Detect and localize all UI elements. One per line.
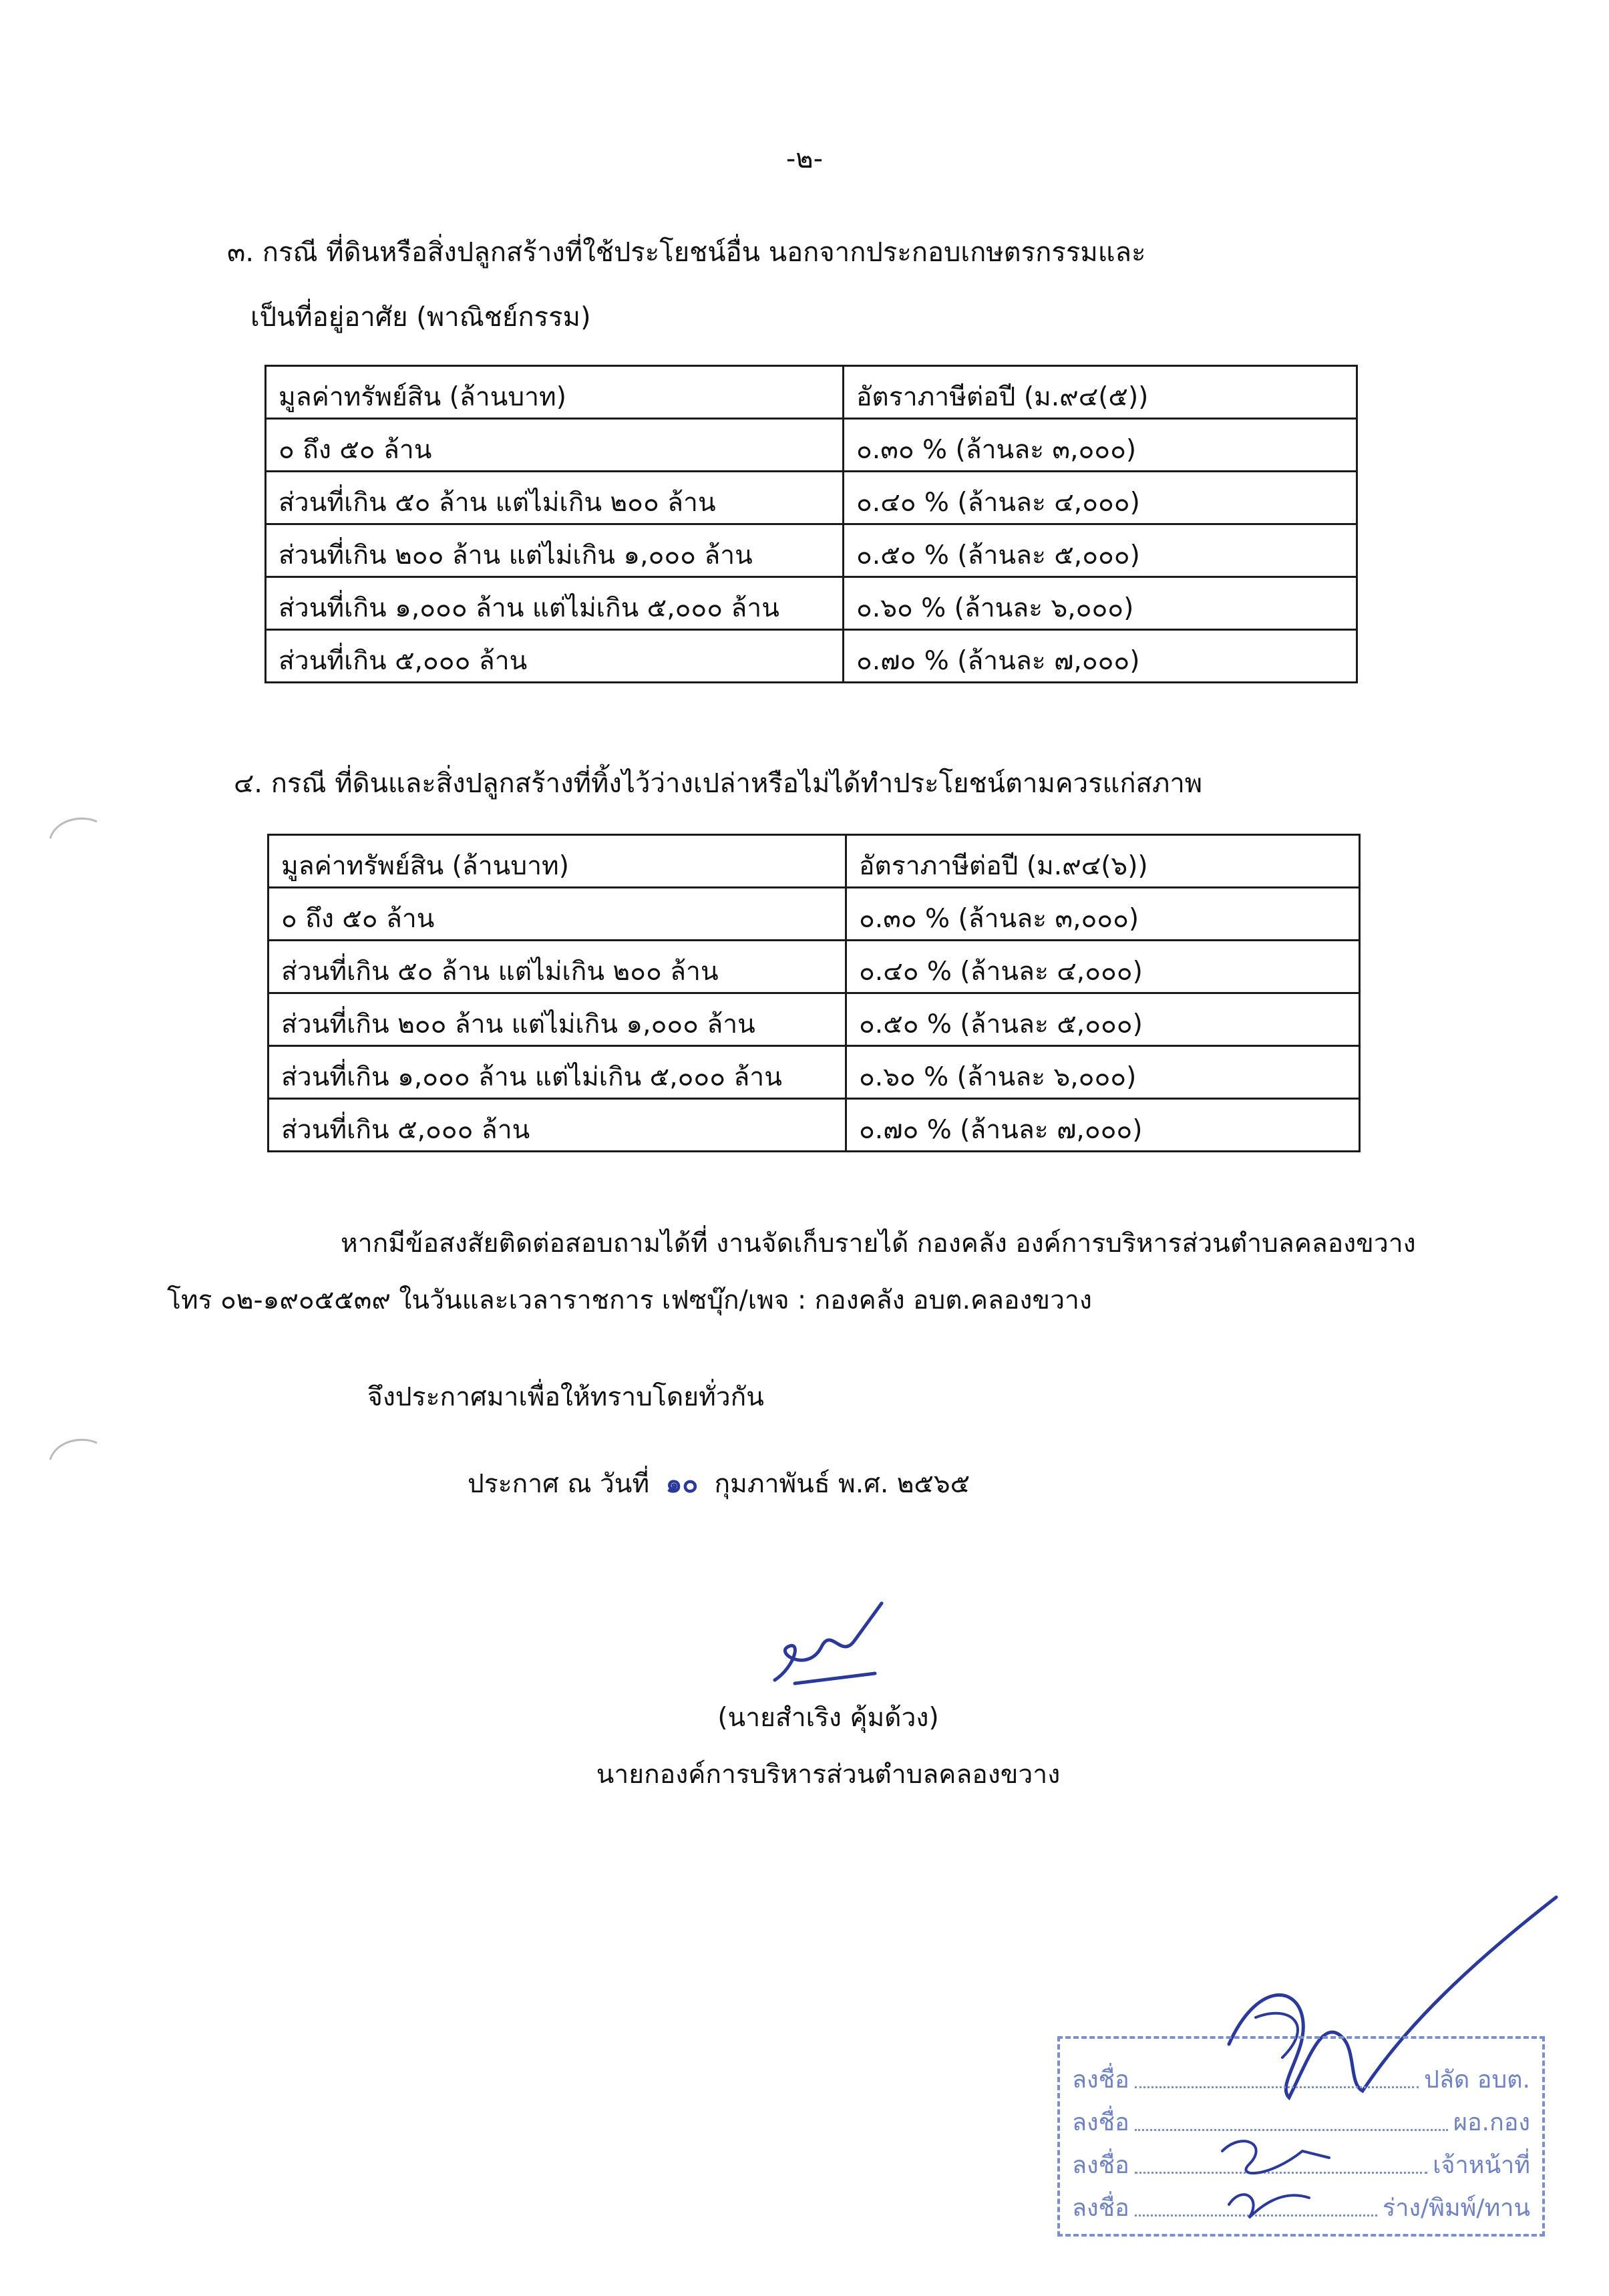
row-value: ส่วนที่เกิน ๕,๐๐๐ ล้าน bbox=[266, 630, 844, 683]
row-rate: ๐.๕๐ % (ล้านละ ๕,๐๐๐) bbox=[846, 993, 1360, 1046]
announce-date-day: ๑๐ bbox=[665, 1469, 699, 1499]
punch-hole-mark-icon bbox=[47, 1430, 100, 1463]
row-rate: ๐.๕๐ % (ล้านละ ๕,๐๐๐) bbox=[844, 524, 1357, 577]
row-rate: ๐.๗๐ % (ล้านละ ๗,๐๐๐) bbox=[846, 1099, 1360, 1152]
announce-date-prefix: ประกาศ ณ วันที่ bbox=[468, 1469, 650, 1499]
header-rate: อัตราภาษีต่อปี (ม.๙๔(๕)) bbox=[844, 366, 1357, 419]
table-row bbox=[269, 941, 1360, 993]
row-rate: ๐.๓๐ % (ล้านละ ๓,๐๐๐) bbox=[846, 888, 1360, 941]
row-rate: ๐.๖๐ % (ล้านละ ๖,๐๐๐) bbox=[846, 1046, 1360, 1099]
section4-heading: ๔. กรณี ที่ดินและสิ่งปลูกสร้างที่ทิ้งไว้ว่างเปล่าหรือไม่ได้ทำประโยชน์ตามควรแก่สภาพ bbox=[234, 768, 1203, 799]
stamp-role: ร่าง/พิมพ์/ทาน bbox=[1382, 2194, 1530, 2222]
stamp-prefix: ลงชื่อ bbox=[1072, 2066, 1129, 2094]
section4-rate-table bbox=[267, 834, 1361, 1152]
table-row bbox=[266, 577, 1357, 630]
row-rate: ๐.๗๐ % (ล้านละ ๗,๐๐๐) bbox=[844, 630, 1357, 683]
row-value: ส่วนที่เกิน ๑,๐๐๐ ล้าน แต่ไม่เกิน ๕,๐๐๐ ล้าน bbox=[266, 577, 844, 630]
mayor-signature-icon bbox=[768, 1600, 888, 1693]
row-value: ส่วนที่เกิน ๕๐ ล้าน แต่ไม่เกิน ๒๐๐ ล้าน bbox=[269, 941, 846, 993]
table-row bbox=[266, 419, 1357, 472]
initials-signature-icon bbox=[1209, 2124, 1343, 2231]
closing-text: จึงประกาศมาเพื่อให้ทราบโดยทั่วกัน bbox=[367, 1382, 764, 1412]
page-number: -๒- bbox=[785, 144, 824, 174]
header-value: มูลค่าทรัพย์สิน (ล้านบาท) bbox=[269, 835, 846, 888]
row-value: ๐ ถึง ๕๐ ล้าน bbox=[266, 419, 844, 472]
row-value: ส่วนที่เกิน ๕๐ ล้าน แต่ไม่เกิน ๒๐๐ ล้าน bbox=[266, 472, 844, 524]
section3-rate-table bbox=[264, 365, 1358, 683]
header-rate: อัตราภาษีต่อปี (ม.๙๔(๖)) bbox=[846, 835, 1360, 888]
row-rate: ๐.๔๐ % (ล้านละ ๔,๐๐๐) bbox=[846, 941, 1360, 993]
section3-heading-line1: ๓. กรณี ที่ดินหรือสิ่งปลูกสร้างที่ใช้ประโยชน์อื่น นอกจากประกอบเกษตรกรรมและ bbox=[227, 237, 1146, 268]
signer-title: นายกองค์การบริหารส่วนตำบลคลองขวาง bbox=[596, 1760, 1061, 1790]
table-header-row bbox=[269, 835, 1360, 888]
stamp-prefix: ลงชื่อ bbox=[1072, 2108, 1129, 2136]
table-row bbox=[266, 630, 1357, 683]
announce-date-rest: กุมภาพันธ์ พ.ศ. ๒๕๖๕ bbox=[714, 1469, 970, 1499]
contact-line1: หากมีข้อสงสัยติดต่อสอบถามได้ที่ งานจัดเก็บรายได้ กองคลัง องค์การบริหารส่วนตำบลคลองขวาง bbox=[341, 1228, 1416, 1259]
row-rate: ๐.๔๐ % (ล้านละ ๔,๐๐๐) bbox=[844, 472, 1357, 524]
announce-date bbox=[468, 1463, 970, 1504]
stamp-role: เจ้าหน้าที่ bbox=[1433, 2151, 1530, 2179]
signer-name: (นายสำเริง คุ้มด้วง) bbox=[717, 1703, 939, 1733]
row-rate: ๐.๓๐ % (ล้านละ ๓,๐๐๐) bbox=[844, 419, 1357, 472]
table-row bbox=[269, 1099, 1360, 1152]
row-value: ส่วนที่เกิน ๑,๐๐๐ ล้าน แต่ไม่เกิน ๕,๐๐๐ ล้าน bbox=[269, 1046, 846, 1099]
table-row bbox=[266, 524, 1357, 577]
row-rate: ๐.๖๐ % (ล้านละ ๖,๐๐๐) bbox=[844, 577, 1357, 630]
stamp-prefix: ลงชื่อ bbox=[1072, 2194, 1129, 2222]
table-row bbox=[266, 472, 1357, 524]
row-value: ส่วนที่เกิน ๕,๐๐๐ ล้าน bbox=[269, 1099, 846, 1152]
header-value: มูลค่าทรัพย์สิน (ล้านบาท) bbox=[266, 366, 844, 419]
stamp-role: ปลัด อบต. bbox=[1423, 2066, 1530, 2094]
table-row bbox=[269, 888, 1360, 941]
row-value: ๐ ถึง ๕๐ ล้าน bbox=[269, 888, 846, 941]
section3-heading-line2: เป็นที่อยู่อาศัย (พาณิชย์กรรม) bbox=[250, 302, 591, 333]
contact-line2: โทร ๐๒-๑๙๐๕๕๓๙ ในวันและเวลาราชการ เฟซบุ๊ก/เพจ : กองคลัง อบต.คลองขวาง bbox=[167, 1285, 1092, 1315]
row-value: ส่วนที่เกิน ๒๐๐ ล้าน แต่ไม่เกิน ๑,๐๐๐ ล้าน bbox=[266, 524, 844, 577]
punch-hole-mark-icon bbox=[47, 808, 100, 842]
stamp-prefix: ลงชื่อ bbox=[1072, 2151, 1129, 2179]
row-value: ส่วนที่เกิน ๒๐๐ ล้าน แต่ไม่เกิน ๑,๐๐๐ ล้าน bbox=[269, 993, 846, 1046]
stamp-row bbox=[1072, 2058, 1530, 2100]
table-row bbox=[269, 1046, 1360, 1099]
table-row bbox=[269, 993, 1360, 1046]
stamp-role: ผอ.กอง bbox=[1453, 2108, 1530, 2136]
table-header-row bbox=[266, 366, 1357, 419]
stamp-dots bbox=[1135, 2070, 1419, 2088]
